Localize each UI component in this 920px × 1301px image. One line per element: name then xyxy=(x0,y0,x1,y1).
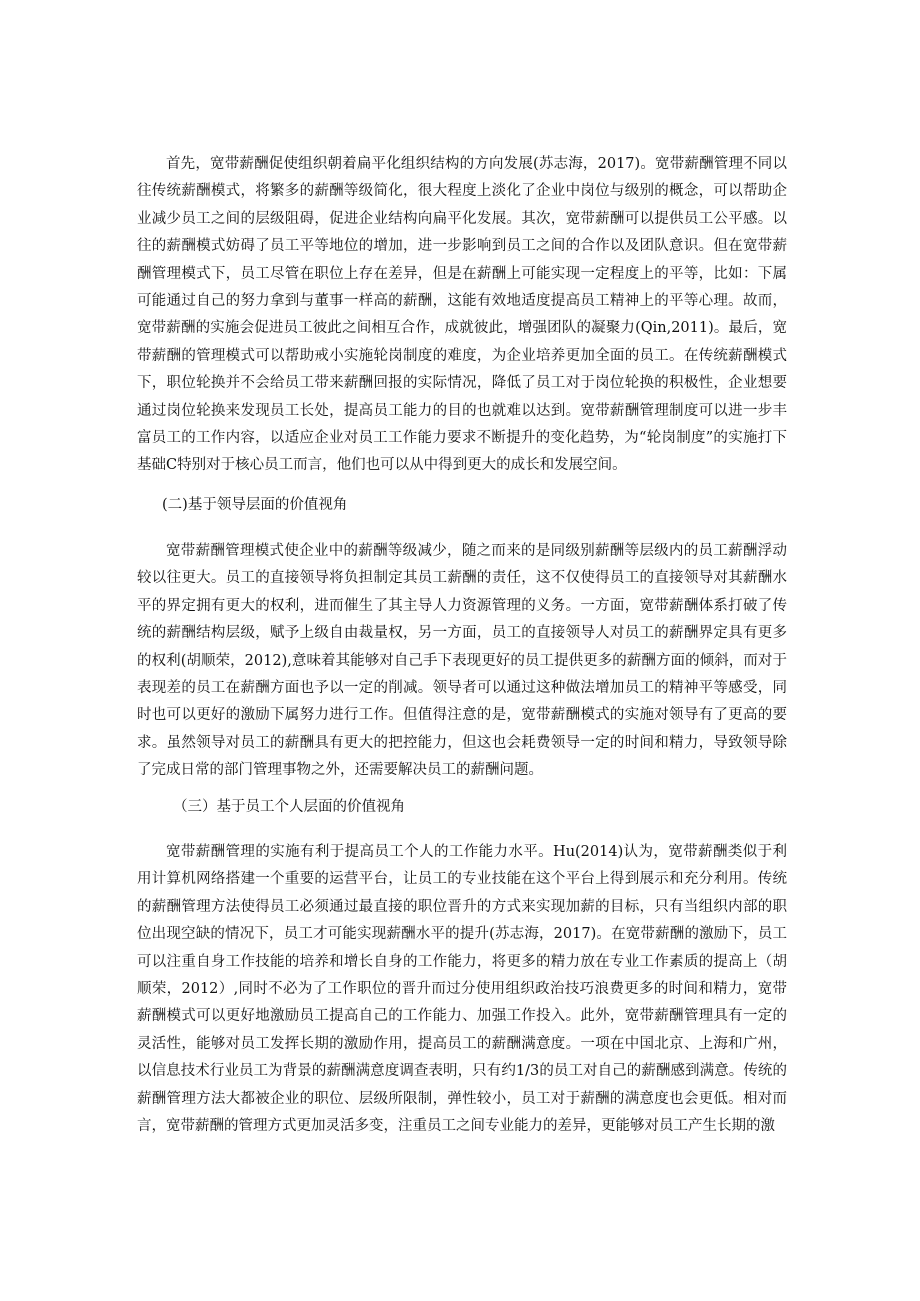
section-heading-3: （三）基于员工个人层面的价值视角 xyxy=(173,799,405,815)
body-paragraph-1: 首先，宽带薪酬促使组织朝着扁平化组织结构的方向发展(苏志海，2017)。宽带薪酬管理不同以往传统薪酬模式，将繁多的薪酬等级简化，很大程度上淡化了企业中岗位与级别的概念，可以帮助企业减少员工之间的层级阻碍，促进企业结构向扁平化发展。其次，宽带薪酬可以提供员工公平感。以往的薪酬模式妨碍了员工平等地位的增加，进一步影响到员工之间的合作以及团队意识。但在宽带薪酬管理模式下，员工尽管在职位上存在差异，但是在薪酬上可能实现一定程度上的平等，比如：下属可能通过自己的努力拿到与董事一样高的薪酬，这能有效地适度提高员工精神上的平等心理。故而，宽带薪酬的实施会促进员工彼此之间相互合作，成就彼此，增强团队的凝聚力(Qin,2011)。最后，宽带薪酬的管理模式可以帮助戒小实施轮岗制度的难度，为企业培养更加全面的员工。在传统薪酬模式下，职位轮换并不会给员工带来薪酬回报的实际情况，降低了员工对于岗位轮换的积极性，企业想要通过岗位轮换来发现员工长处，提高员工能力的目的也就难以达到。宽带薪酬管理制度可以进一步丰富员工的工作内容，以适应企业对员工工作能力要求不断提升的变化趋势，为“轮岗制度”的实施打下基础C特别对于核心员工而言，他们也可以从中得到更大的成长和发展空间。 xyxy=(137,156,787,474)
section-heading-2: (二)基于领导层面的价值视角 xyxy=(162,497,348,513)
body-paragraph-3: 宽带薪酬管理的实施有利于提高员工个人的工作能力水平。Hu(2014)认为，宽带薪酬类似于利用计算机网络搭建一个重要的运营平台，让员工的专业技能在这个平台上得到展示和充分利用。传统的薪酬管理方法使得员工必须通过最直接的职位晋升的方式来实现加薪的目标，只有当组织内部的职位出现空缺的情况下，员工才可能实现薪酬水平的提升(苏志海，2017)。在宽带薪酬的激励下，员工可以注重自身工作技能的培养和增长自身的工作能力，将更多的精力放在专业工作素质的提高上（胡顺荣，2012）,同时不必为了工作职位的晋升而过分使用组织政治技巧浪费更多的时间和精力，宽带薪酬模式可以更好地激励员工提高自己的工作能力、加强工作投入。此外，宽带薪酬管理具有一定的灵活性，能够对员工发挥长期的激励作用，提高员工的薪酬满意度。一项在中国北京、上海和广州，以信息技术行业员工为背景的薪酬满意度调查表明，只有约1/3的员工对自己的薪酬感到满意。传统的薪酬管理方法大都被企业的职位、层级所限制，弹性较小，员工对于薪酬的满意度也会更低。相对而言，宽带薪酬的管理方式更加灵活多变，注重员工之间专业能力的差异，更能够对员工产生长期的激 xyxy=(137,844,787,1135)
body-paragraph-2: 宽带薪酬管理模式使企业中的薪酬等级减少，随之而来的是同级别薪酬等层级内的员工薪酬浮动较以往更大。员工的直接领导将负担制定其员工薪酬的责任，这不仅使得员工的直接领导对其薪酬水平的界定拥有更大的权利，进而催生了其主导人力资源管理的义务。一方面，宽带薪酬体系打破了传统的薪酬结构层级，赋予上级自由裁量权，另一方面，员工的直接领导人对员工的薪酬界定具有更多的权利(胡顺荣，2012),意味着其能够对自己手下表现更好的员工提供更多的薪酬方面的倾斜，而对于表现差的员工在薪酬方面也予以一定的削减。领导者可以通过这种做法增加员工的精神平等感受，同时也可以更好的激励下属努力进行工作。但值得注意的是，宽带薪酬模式的实施对领导有了更高的要求。虽然领导对员工的薪酬具有更大的把控能力，但这也会耗费领导一定的时间和精力，导致领导除了完成日常的部门管理事物之外，还需要解决员工的薪酬问题。 xyxy=(137,543,787,779)
